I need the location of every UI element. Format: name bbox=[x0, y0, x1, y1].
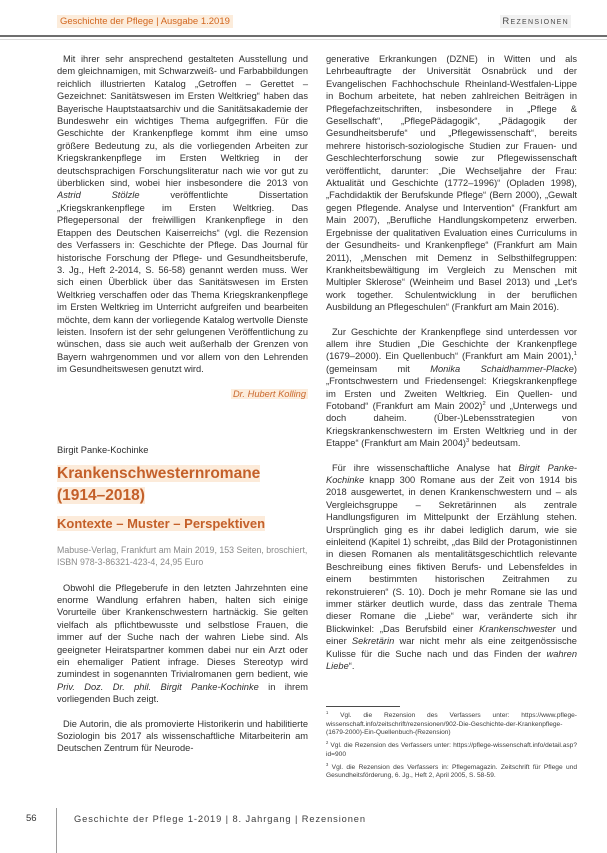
footnote-1-marker: 1 bbox=[326, 709, 329, 715]
footnote-3-text: Vgl. die Rezension des Verfassers in: Pflegemagazin. Zeitschrift für Pflege und Gesundheitsförderung, 6. Jg., Heft 2, April 2005, S. 58-59. bbox=[326, 763, 577, 780]
review-paragraph-2-right: generative Erkrankungen (DZNE) in Witten und als Lehrbeauftragte der Universität Osnabrück und der Evangelischen Fachhochschule Rheinland-Westfalen-Lippe in Bochum arbeitete, hat neben zahlreichen Beiträgen in Pflegefachzeitschriften, insbesondere in „Pflege & Gesellschaft“, „PflegePädagogik“, „Pädagogik der Gesundheitsberufe“ und „Pflegewissenschaft“, bereits mehrere historisch-soziologische Studien zur Frauen- und Geschlechterforschung sowie zur Pflegewissenschaft veröffentlicht, darunter: „Die Wechseljahre der Frau: Aktualität und Geschichte (1772–1996)“ (Opladen 1998), „Fachdidaktik der Berufskunde Pflege“ (Bern 2000), „Gewalt gegen Pflegende. Analyse und Intervention“ (Frankfurt am Main 2007), „Berufliche Handlungskompetenz erwerben. Ergebnisse der qualitativen Evaluation eines Curriculums in der Gesundheits- und Krankenpflege“ (Frankfurt am Main 2011), „Menschen mit Demenz in Selbsthilfegruppen: Krankheitsbewältigung im Vergleich zu Menschen mit Multipler Sklerose“ (Weinheim und Basel 2013) und „Let's work together. Schulentwicklung in der beruflichen Ausbildung an Pflegeschulen“ (Frankfurt am Main 2016). bbox=[326, 54, 577, 313]
footnote-separator bbox=[326, 706, 400, 707]
footnote-2-text: Vgl. die Rezension des Verfassers unter: https://pflege-wissenschaft.info/detail.asp?id=900 bbox=[326, 742, 577, 758]
journal-issue-label: Geschichte der Pflege | Ausgabe 1.2019 bbox=[57, 15, 233, 28]
page-footer bbox=[0, 806, 607, 853]
footnote-3 bbox=[326, 761, 577, 781]
right-column bbox=[326, 53, 577, 785]
book-imprint: Mabuse-Verlag, Frankfurt am Main 2019, 153 Seiten, broschiert, ISBN 978-3-86321-423-4, 24,95 Euro bbox=[57, 545, 308, 567]
footer-running-title: Geschichte der Pflege 1-2019 | 8. Jahrgang | Rezensionen bbox=[74, 814, 366, 824]
left-column bbox=[57, 53, 308, 785]
section-label: Rezensionen bbox=[502, 16, 569, 27]
reviewer-signature bbox=[57, 388, 308, 400]
footnote-3-marker: 3 bbox=[326, 761, 329, 767]
footnote-2-marker: 2 bbox=[326, 740, 329, 745]
footnote-2 bbox=[326, 742, 577, 759]
footnote-1 bbox=[326, 709, 577, 738]
book-subtitle-wrap bbox=[57, 515, 308, 532]
book-author: Birgit Panke-Kochinke bbox=[57, 444, 149, 455]
page-body bbox=[57, 53, 577, 785]
review-paragraph-3: Zur Geschichte der Krankenpflege sind unterdessen vor allem ihre Studien „Die Geschichte der Krankenpflege (1679–2000). Ein Quellenbuch“ (Frankfurt am Main 2001),$^1$ (gemeinsam mit Monika Schaidhammer-Placke) „Frontschwestern und Friedensengel: Kriegskrankenpflege im Ersten und Zweiten Weltkrieg. Ein Quellen- und Fotoband“ (Frankfurt am Main 2002)$^2$ und „Unterwegs und doch daheim. (Über-)Lebensstrategien von Kriegskrankenschwestern im Ersten Weltkrieg und in der Etappe“ (Frankfurt am Main 2004)$^3$ bedeutsam. bbox=[326, 326, 577, 449]
header-rule bbox=[0, 35, 607, 40]
page-header bbox=[57, 15, 571, 28]
review-paragraph-4: Für ihre wissenschaftliche Analyse hat Birgit Panke-Kochinke knapp 300 Romane aus der Zeit von 1914 bis 2018 ausgewertet, in denen Krankenschwestern und – als Vergleichsgruppe – Sekretärinnen als zentrale Handlungsfiguren im Mittelpunkt der Erzählung stehen. Ursprünglich ging es ihr dabei lediglich darum, wie sie einleitend (Kapitel 1) schreibt, „das Bild der Protagonistinnen in diesen Romanen als mentalitätsgeschichtlich relevante Beschreibung eines fiktiven Berufs- und Lebensfeldes in einem bestimmten historischen Zeitrahmen zu rekonstruieren“ (S. 10). Doch je mehr Romane sie las und immer stärker deutlich wurde, dass das zentrale Thema dieser Romane die „Liebe“ war, veränderte sich ihr Blickwinkel: „Das Berufsbild einer Krankenschwester und einer Sekretärin war nicht mehr als eine zeitgenössische Kulisse für die Suche nach und das Finden der wahren Liebe“. bbox=[326, 462, 577, 672]
footer-divider-line bbox=[56, 808, 57, 853]
book-title: Krankenschwesternromane (1914–2018) bbox=[57, 465, 261, 504]
footnote-1-text: Vgl. die Rezension des Verfassers unter: https://www.pflege-wissenschaft.info/zeitschrift/rezensionen/902-Die-Geschichte-der-Krankenpflege-(1679-2000)-Ein-Quellenbuch-(Rezension) bbox=[326, 712, 577, 737]
footnotes-block bbox=[326, 700, 577, 785]
review-paragraph-2-left: Die Autorin, die als promovierte Historikerin und habilitierte Soziologin bis 2017 als wissenschaftliche Mitarbeiterin am Deutschen Zentrum für Neurode- bbox=[57, 718, 308, 754]
review-katalog-paragraph: Mit ihrer sehr ansprechend gestalteten Ausstellung und dem gleichnamigen, mit Schwarzweiß- und Farbabbildungen reichlich illustrierten Katalog „Getroffen – Gerettet – Gezeichnet: Sanitätswesen im Ersten Weltkrieg“ haben das Bayerische Hauptstaatsarchiv und die Sanitätsakademie der Bundeswehr ein wichtiges Thema aufgegriffen. Für die Geschichte der Krankenpflege kommt ihm eine umso größere Bedeutung zu, als die vorliegenden Arbeiten zur Kriegskrankenpflege im Ersten Weltkrieg in der deutschsprachigen Forschungsliteratur nach wie vor gut zu überblicken sind, wobei hier insbesondere die 2013 von Astrid Stölzle veröffentlichte Dissertation „Kriegskrankenpflege im Ersten Weltkrieg. Das Pflegepersonal der freiwilligen Krankenpflege in den Etappen des Deutschen Kaiserreichs“ (vgl. die Rezension des Verfassers in: Geschichte der Pflege. Das Journal für historische Forschung der Pflege- und Gesundheitsberufe, 3. Jg., Heft 2-2014, S. 56-58) genannt werden muss. Wer sich einen Überblick über das Sanitätswesen im Ersten Weltkrieg verschaffen oder das Thema Kriegskrankenpflege im Ersten Weltkrieg im Unterricht aufgreifen und bearbeiten möchte, dem kann der vorliegende Katalog wertvolle Dienste leisten. Insofern ist der sehr gelungenen Veröffentlichung zu wünschen, dass sie auch weit außerhalb der Grenzen von Bayern wahrgenommen und vor allem von den Lehrenden im Gesundheitswesen genutzt wird. bbox=[57, 54, 308, 375]
review-paragraph-1: Obwohl die Pflegeberufe in den letzten Jahrzehnten eine enorme Wandlung erfahren haben, halten sich einige Vorurteile über Krankenschwestern hartnäckig. Sie gelten vielfach als pflichtbewusste und selbstlose Frauen, die immer auf der Suche nach der wahren Liebe sind. Als geeigneter Heiratspartner kommen dabei nur ein Arzt oder ein ehemaliger Patient infrage. Dieses Stereotyp wird zumindest in sogenannten Trivialromanen gern bedient, wie Priv. Doz. Dr. phil. Birgit Panke-Kochinke in ihrem vorliegenden Buch zeigt. bbox=[57, 582, 308, 705]
page-number: 56 bbox=[26, 813, 37, 824]
book-title-wrap bbox=[57, 463, 308, 506]
book-subtitle: Kontexte – Muster – Perspektiven bbox=[57, 516, 266, 532]
reviewer-name: Dr. Hubert Kolling bbox=[232, 388, 306, 399]
